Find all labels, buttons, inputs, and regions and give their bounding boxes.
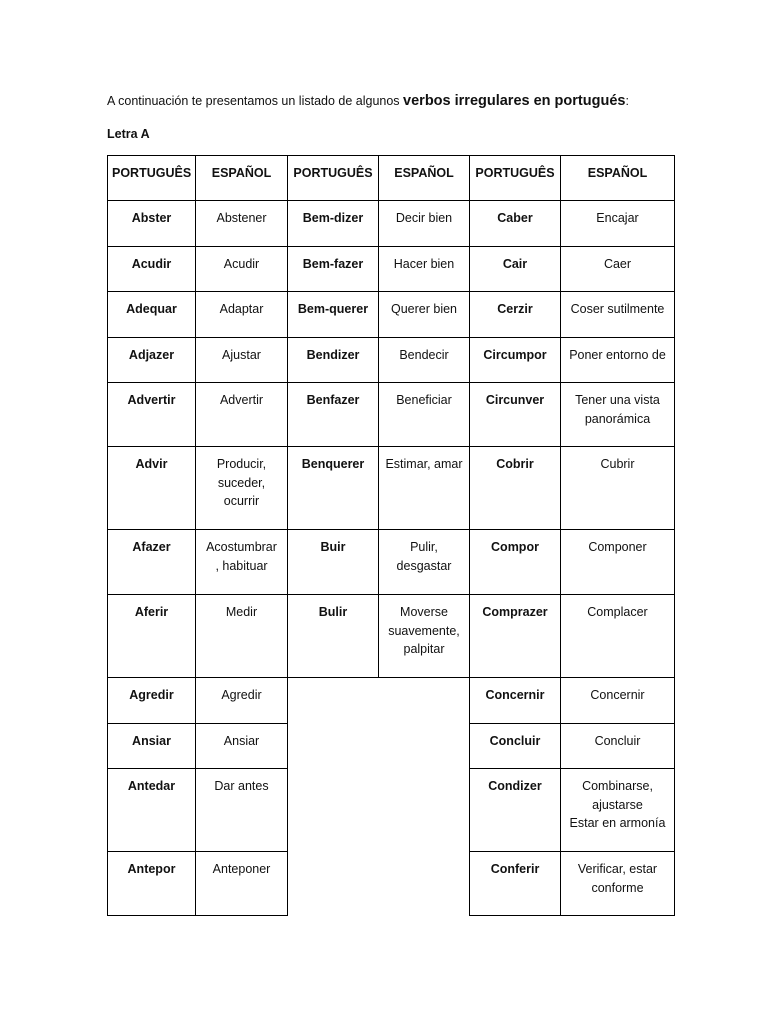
intro-suffix: : xyxy=(625,94,629,108)
spanish-translation-cell: Moverse suavemente, palpitar xyxy=(378,594,470,678)
portuguese-verb-cell: Bem-querer xyxy=(287,291,379,338)
spanish-translation-cell: Concernir xyxy=(560,677,675,724)
spanish-translation-cell: Agredir xyxy=(195,677,288,724)
spanish-translation-cell: Cubrir xyxy=(560,446,675,530)
spanish-translation-cell: Acudir xyxy=(195,246,288,292)
spanish-translation-cell: Advertir xyxy=(195,382,288,447)
portuguese-verb-cell: Caber xyxy=(469,200,561,247)
portuguese-verb-cell: Bendizer xyxy=(287,337,379,383)
portuguese-verb-cell: Bulir xyxy=(287,594,379,678)
spanish-translation-cell: Componer xyxy=(560,529,675,595)
portuguese-verb-cell: Circunver xyxy=(469,382,561,447)
spanish-translation-cell: Producir, suceder, ocurrir xyxy=(195,446,288,530)
spanish-translation-cell: Coser sutilmente xyxy=(560,291,675,338)
portuguese-verb-cell: Aferir xyxy=(107,594,196,678)
spanish-translation-cell: Adaptar xyxy=(195,291,288,338)
portuguese-verb-cell: Circumpor xyxy=(469,337,561,383)
portuguese-verb-cell: Condizer xyxy=(469,768,561,852)
table-header-cell: PORTUGUÊS xyxy=(107,155,196,201)
spanish-translation-cell: Decir bien xyxy=(378,200,470,247)
spanish-translation-cell: Beneficiar xyxy=(378,382,470,447)
spanish-translation-cell: Poner entorno de xyxy=(560,337,675,383)
spanish-translation-cell: Caer xyxy=(560,246,675,292)
portuguese-verb-cell: Benfazer xyxy=(287,382,379,447)
portuguese-verb-cell: Abster xyxy=(107,200,196,247)
spanish-translation-cell: Abstener xyxy=(195,200,288,247)
portuguese-verb-cell: Agredir xyxy=(107,677,196,724)
spanish-translation-cell: Ajustar xyxy=(195,337,288,383)
intro-paragraph xyxy=(107,93,629,109)
table-header-cell: ESPAÑOL xyxy=(378,155,470,201)
spanish-translation-cell: Ansiar xyxy=(195,723,288,769)
spanish-translation-cell: Anteponer xyxy=(195,851,288,916)
intro-emphasis: verbos irregulares en portugués xyxy=(403,93,626,109)
portuguese-verb-cell: Cerzir xyxy=(469,291,561,338)
portuguese-verb-cell: Acudir xyxy=(107,246,196,292)
spanish-translation-cell: Combinarse, ajustarse Estar en armonía xyxy=(560,768,675,852)
portuguese-verb-cell: Compor xyxy=(469,529,561,595)
spanish-translation-cell: Hacer bien xyxy=(378,246,470,292)
portuguese-verb-cell: Conferir xyxy=(469,851,561,916)
portuguese-verb-cell: Concernir xyxy=(469,677,561,724)
spanish-translation-cell: Bendecir xyxy=(378,337,470,383)
portuguese-verb-cell: Concluir xyxy=(469,723,561,769)
spanish-translation-cell: Dar antes xyxy=(195,768,288,852)
portuguese-verb-cell: Bem-dizer xyxy=(287,200,379,247)
intro-text: A continuación te presentamos un listado de algunos xyxy=(107,94,404,108)
spanish-translation-cell: Complacer xyxy=(560,594,675,678)
spanish-translation-cell: Verificar, estar conforme xyxy=(560,851,675,916)
portuguese-verb-cell: Adjazer xyxy=(107,337,196,383)
spanish-translation-cell: Encajar xyxy=(560,200,675,247)
spanish-translation-cell: Estimar, amar xyxy=(378,446,470,530)
section-heading: Letra A xyxy=(107,127,150,141)
portuguese-verb-cell: Ansiar xyxy=(107,723,196,769)
portuguese-verb-cell: Buir xyxy=(287,529,379,595)
portuguese-verb-cell: Cair xyxy=(469,246,561,292)
portuguese-verb-cell: Advir xyxy=(107,446,196,530)
table-header-cell: ESPAÑOL xyxy=(195,155,288,201)
portuguese-verb-cell: Antedar xyxy=(107,768,196,852)
spanish-translation-cell: Tener una vista panorámica xyxy=(560,382,675,447)
portuguese-verb-cell: Comprazer xyxy=(469,594,561,678)
spanish-translation-cell: Pulir, desgastar xyxy=(378,529,470,595)
spanish-translation-cell: Querer bien xyxy=(378,291,470,338)
table-header-cell: PORTUGUÊS xyxy=(287,155,379,201)
portuguese-verb-cell: Afazer xyxy=(107,529,196,595)
portuguese-verb-cell: Antepor xyxy=(107,851,196,916)
portuguese-verb-cell: Benquerer xyxy=(287,446,379,530)
portuguese-verb-cell: Cobrir xyxy=(469,446,561,530)
portuguese-verb-cell: Adequar xyxy=(107,291,196,338)
table-header-cell: ESPAÑOL xyxy=(560,155,675,201)
spanish-translation-cell: Concluir xyxy=(560,723,675,769)
table-header-cell: PORTUGUÊS xyxy=(469,155,561,201)
spanish-translation-cell: Medir xyxy=(195,594,288,678)
portuguese-verb-cell: Bem-fazer xyxy=(287,246,379,292)
spanish-translation-cell: Acostumbrar , habituar xyxy=(195,529,288,595)
portuguese-verb-cell: Advertir xyxy=(107,382,196,447)
